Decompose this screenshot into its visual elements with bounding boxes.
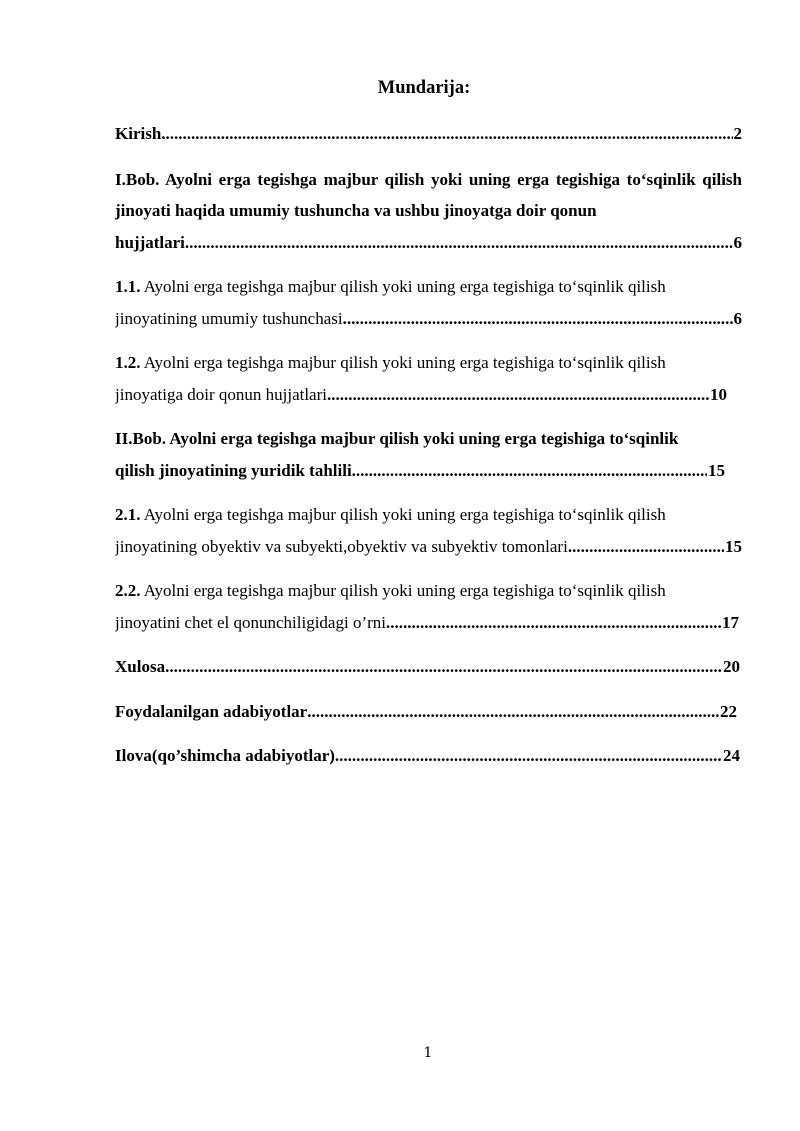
toc-entry-text-end: hujjatlari xyxy=(115,232,185,252)
page-title: Mundarija: xyxy=(377,78,471,98)
toc-entry-text: II.Bob. Ayolni erga tegishga majbur qilish yoki uning erga tegishiga to‘sqinlik xyxy=(115,429,679,448)
toc-entry-text: Ilova(qo’shimcha adabiyotlar) xyxy=(115,746,335,765)
toc-page-number: 15 xyxy=(708,460,725,480)
toc-entry-line xyxy=(115,575,742,607)
toc-entry-section-2-2[interactable] xyxy=(115,575,742,638)
toc-entry-bob2[interactable] xyxy=(115,423,742,486)
toc-entry-last-line xyxy=(115,227,742,259)
toc-entry-text: Foydalanilgan adabiyotlar xyxy=(115,701,308,721)
toc-page-number: 6 xyxy=(733,232,742,252)
toc-entry-last-line xyxy=(115,455,725,487)
section-number: 2.2. xyxy=(115,581,141,600)
toc-entry-text-end: qilish jinoyatining yuridik tahlili xyxy=(115,460,352,480)
toc-leader-dots xyxy=(307,696,719,728)
toc-leader-dots xyxy=(386,607,721,639)
toc-leader-dots xyxy=(568,531,724,563)
table-of-contents xyxy=(115,118,742,772)
toc-entry-text: Kirish. xyxy=(115,124,166,143)
toc-page-number: 22 xyxy=(720,701,737,721)
toc-entry-text: I.Bob. Ayolni erga tegishga majbur qilish yoki uning erga tegishiga to‘sqinlik qilish jinoyati haqida umumiy tushuncha va ushbu jinoyatga doir qonun xyxy=(115,169,742,220)
toc-entry-last-line xyxy=(115,607,739,639)
toc-entry-text: Xulosa xyxy=(115,657,166,676)
page-number-footer: 1 xyxy=(423,1045,433,1061)
toc-entry-text: Ayolni erga tegishga majbur qilish yoki uning erga tegishiga to‘sqinlik qilish xyxy=(140,277,666,296)
toc-leader-dots xyxy=(352,455,707,487)
toc-entry-kirish[interactable] xyxy=(115,118,742,150)
toc-entry-adabiyotlar[interactable] xyxy=(115,696,737,728)
toc-entry-line xyxy=(115,271,742,303)
toc-page-number: 15 xyxy=(725,536,742,556)
toc-entry-ilova[interactable] xyxy=(115,740,740,772)
toc-entry-text-end: jinoyatining umumiy tushunchasi xyxy=(115,308,343,328)
toc-page-number: 17 xyxy=(722,612,739,632)
toc-entry-line xyxy=(115,347,742,379)
toc-entry-line xyxy=(115,499,742,531)
toc-page-number: 10 xyxy=(710,384,727,404)
toc-entry-last-line xyxy=(115,379,727,411)
section-number: 1.2. xyxy=(115,353,141,372)
toc-entry-last-line xyxy=(115,531,742,563)
section-number: 1.1. xyxy=(115,277,141,296)
toc-entry-text-end: jinoyatiga doir qonun hujjatlari xyxy=(115,384,327,404)
toc-leader-dots xyxy=(335,740,722,772)
toc-leader-dots xyxy=(185,227,733,259)
toc-page-number: 20 xyxy=(723,657,740,676)
toc-leader-dots xyxy=(327,379,709,411)
toc-entry-section-2-1[interactable] xyxy=(115,499,742,562)
toc-entry-text: Ayolni erga tegishga majbur qilish yoki uning erga tegishiga to‘sqinlik qilish xyxy=(140,353,666,372)
toc-entry-text-end: jinoyatini chet el qonunchiligidagi o’rni xyxy=(115,612,386,632)
toc-entry-last-line xyxy=(115,303,742,335)
toc-page-number: 2 xyxy=(733,124,742,143)
toc-entry-section-1-1[interactable] xyxy=(115,271,742,334)
toc-leader-dots xyxy=(166,118,733,150)
toc-entry-text-end: jinoyatining obyektiv va subyekti,obyektiv va subyektiv tomonlari xyxy=(115,536,568,556)
toc-entry-xulosa[interactable] xyxy=(115,651,740,683)
toc-entry-text: Ayolni erga tegishga majbur qilish yoki uning erga tegishiga to‘sqinlik qilish xyxy=(140,505,666,524)
toc-entry-section-1-2[interactable] xyxy=(115,347,742,410)
toc-page-number: 6 xyxy=(733,308,742,328)
toc-page-number: 24 xyxy=(723,746,740,765)
section-number: 2.1. xyxy=(115,505,141,524)
toc-entry-bob1[interactable] xyxy=(115,164,742,259)
toc-leader-dots xyxy=(165,651,722,683)
toc-leader-dots xyxy=(343,303,733,335)
toc-entry-text: Ayolni erga tegishga majbur qilish yoki uning erga tegishiga to‘sqinlik qilish xyxy=(140,581,666,600)
